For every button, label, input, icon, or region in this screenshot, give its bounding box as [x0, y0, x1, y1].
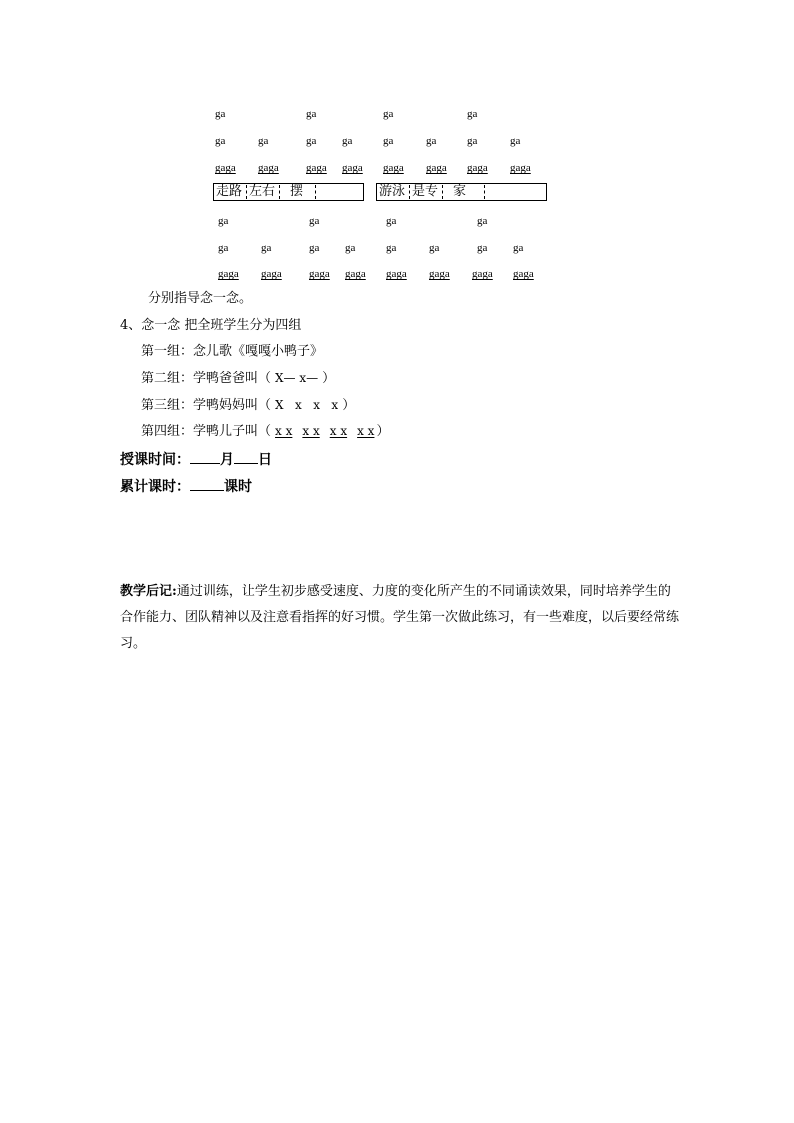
- lyric-cell: 左右: [249, 184, 276, 199]
- syllable-pair: gaga: [309, 268, 330, 280]
- syllable: ga: [383, 108, 394, 120]
- group-3-line: [141, 397, 355, 414]
- syllable: ga: [477, 242, 488, 254]
- syllable: ga: [477, 215, 488, 227]
- syllable: ga: [261, 242, 272, 254]
- hours-blank: [190, 478, 224, 491]
- syllable-pair: gaga: [510, 162, 531, 174]
- dashed-divider: [484, 185, 485, 199]
- syllable: ga: [386, 215, 397, 227]
- syllable: ga: [426, 135, 437, 147]
- syllable: ga: [309, 215, 320, 227]
- reflection-label: 教学后记:: [120, 584, 177, 599]
- guide-text: 分别指导念一念。: [148, 291, 253, 306]
- rhythm-notation: X— x—: [275, 371, 319, 385]
- teach-time-label: 授课时间：: [120, 452, 190, 468]
- syllable: ga: [383, 135, 394, 147]
- close-paren: ）: [342, 398, 356, 413]
- syllable: ga: [309, 242, 320, 254]
- syllable-pair: gaga: [426, 162, 447, 174]
- syllable-pair: gaga: [306, 162, 327, 174]
- syllable-pair: gaga: [258, 162, 279, 174]
- group-1-line: 第一组：念儿歌《嘎嘎小鸭子》: [141, 344, 324, 359]
- month-blank: [190, 451, 220, 464]
- syllable-pair: gaga: [386, 268, 407, 280]
- lyric-box-right: [376, 183, 547, 201]
- syllable-pair: gaga: [215, 162, 236, 174]
- syllable: ga: [467, 108, 478, 120]
- close-paren: ）: [376, 424, 390, 439]
- group-label: 第二组：学鸭爸爸叫（: [141, 371, 272, 386]
- syllable: ga: [218, 242, 229, 254]
- note-pair: x x: [302, 424, 320, 438]
- lyric-box-left: [213, 183, 364, 201]
- syllable: ga: [215, 135, 226, 147]
- total-hours-line: [120, 478, 252, 495]
- syllable-pair: gaga: [218, 268, 239, 280]
- syllable: ga: [467, 135, 478, 147]
- syllable-pair: gaga: [467, 162, 488, 174]
- month-label: 月: [220, 452, 234, 468]
- syllable-pair: gaga: [513, 268, 534, 280]
- syllable: ga: [342, 135, 353, 147]
- syllable-pair: gaga: [342, 162, 363, 174]
- syllable: ga: [218, 215, 229, 227]
- syllable: ga: [306, 135, 317, 147]
- lyric-cell: 家: [453, 184, 467, 199]
- lyric-cell: 摆: [290, 184, 304, 199]
- syllable: ga: [386, 242, 397, 254]
- syllable: ga: [215, 108, 226, 120]
- syllable: ga: [513, 242, 524, 254]
- day-label: 日: [258, 452, 272, 468]
- section-heading: 4、念一念 把全班学生分为四组: [120, 318, 302, 333]
- syllable-pair: gaga: [383, 162, 404, 174]
- note-pair: x x: [357, 424, 375, 438]
- syllable-pair: gaga: [472, 268, 493, 280]
- teach-time-line: [120, 451, 272, 468]
- total-label: 累计课时：: [120, 479, 190, 495]
- teaching-reflection: [120, 579, 680, 657]
- syllable-pair: gaga: [345, 268, 366, 280]
- lyric-cell: 游泳: [379, 184, 406, 199]
- group-4-line: [141, 423, 389, 440]
- syllable-pair: gaga: [261, 268, 282, 280]
- syllable: ga: [345, 242, 356, 254]
- rhythm-notation: X x x x: [275, 398, 339, 412]
- group-label: 第三组：学鸭妈妈叫（: [141, 398, 272, 413]
- syllable: ga: [510, 135, 521, 147]
- reflection-text: 通过训练，让学生初步感受速度、力度的变化所产生的不同诵读效果，同时培养学生的合作能力、团队精神以及注意看指挥的好习惯。学生第一次做此练习，有一些难度，以后要经常练习。: [120, 584, 680, 651]
- dashed-divider: [315, 185, 316, 199]
- day-blank: [234, 451, 258, 464]
- syllable: ga: [306, 108, 317, 120]
- syllable: ga: [429, 242, 440, 254]
- lyric-cell: 是专: [412, 184, 439, 199]
- syllable-pair: gaga: [429, 268, 450, 280]
- group-label: 第四组：学鸭儿子叫（: [141, 424, 272, 439]
- close-paren: ）: [322, 371, 336, 386]
- group-2-line: [141, 370, 335, 387]
- syllable: ga: [258, 135, 269, 147]
- note-pair: x x: [329, 424, 348, 438]
- rhythm-notation: [271, 424, 376, 438]
- note-pair: x x: [275, 424, 293, 438]
- lyric-cell: 走路: [216, 184, 243, 199]
- total-unit: 课时: [224, 479, 252, 495]
